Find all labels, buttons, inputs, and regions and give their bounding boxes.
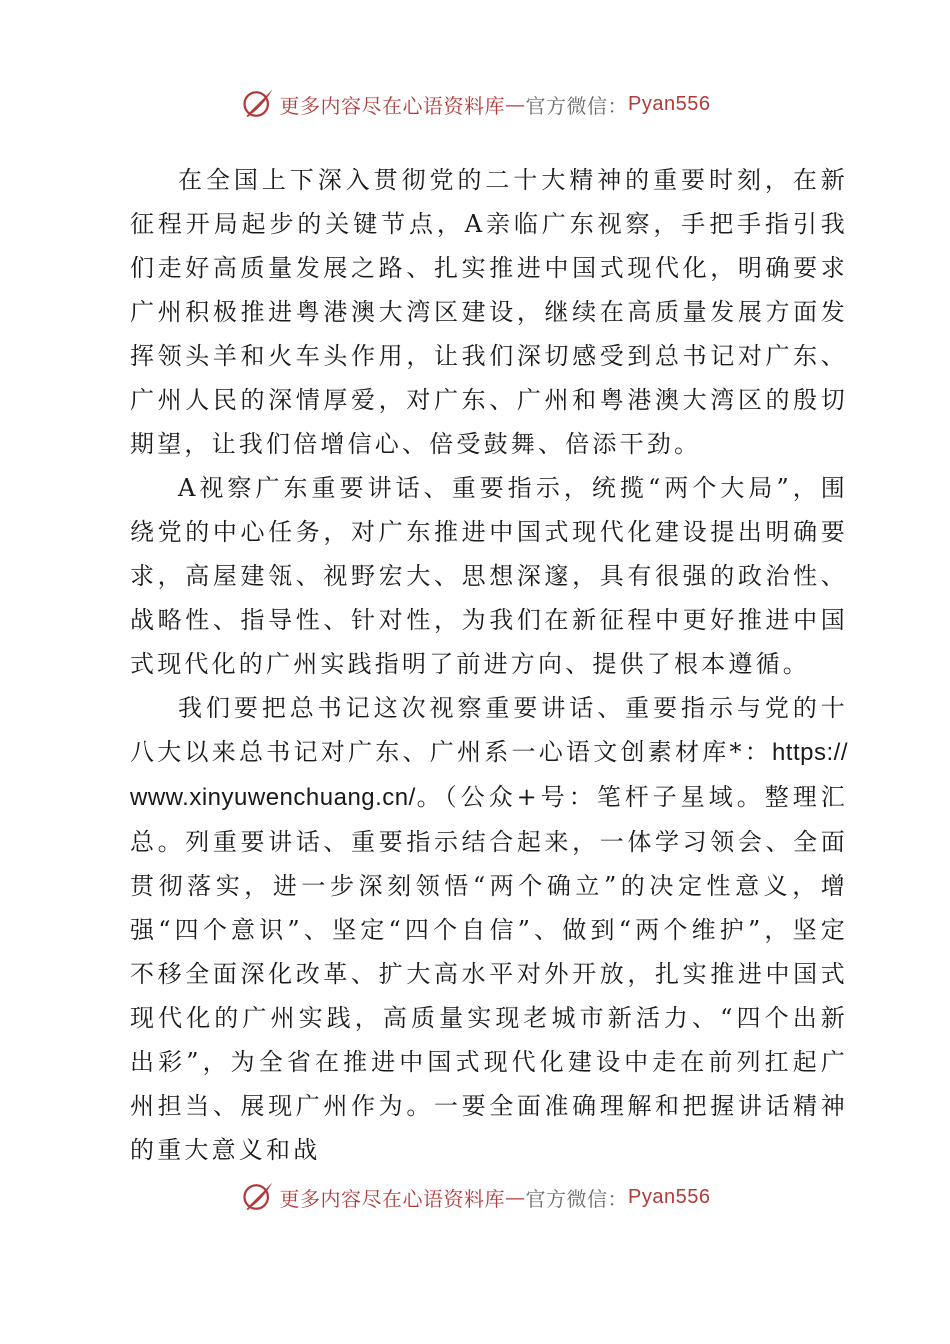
paragraph-1: 在全国上下深入贯彻党的二十大精神的重要时刻，在新征程开局起步的关键节点，A亲临广东视察，手把手指引我们走好高质量发展之路、扎实推进中国式现代化，明确要求广州积极推进粤港澳大湾区建设，继续在高质量发展方面发挥领头羊和火车头作用，让我们深切感受到总书记对广东、广州人民的深情厚爱，对广东、广州和粤港澳大湾区的殷切期望，让我们倍增信心、倍受鼓舞、倍添干劲。 [130, 166, 848, 458]
paragraph-2: A视察广东重要讲话、重要指示，统揽“两个大局”，围绕党的中心任务，对广东推进中国式现代化建设提出明确要求，高屋建瓴、视野宏大、思想深邃，具有很强的政治性、战略性、指导性、针对性，为我们在新征程中更好推进中国式现代化的广州实践指明了前进方向、提供了根本遵循。 [130, 474, 848, 678]
banner-wechat-label: 官方微信： [525, 93, 629, 118]
document-body [130, 158, 848, 1172]
paragraph-3-text-a: 我们要把总书记这次视察重要讲话、重要指示与党的十八大以来总书记对广东、广州系一心语文创素材库*： [130, 694, 848, 766]
quill-logo-icon [240, 1179, 276, 1215]
footer-banner [0, 1177, 950, 1217]
banner-wechat-id: Pyan556 [628, 92, 711, 115]
banner-dash: — [505, 92, 526, 116]
quill-logo-icon [240, 86, 276, 122]
header-banner [0, 84, 950, 124]
banner-dash: — [505, 1185, 526, 1209]
banner-wechat-id: Pyan556 [628, 1185, 711, 1208]
banner-wechat-label: 官方微信： [525, 1186, 629, 1211]
banner-library-text: 更多内容尽在心语资料库 [279, 1186, 506, 1211]
paragraph-3 [130, 686, 848, 1172]
paragraph-3-url: https://www.xinyuwenchuang.cn/ [130, 739, 848, 811]
banner-library-text: 更多内容尽在心语资料库 [279, 93, 506, 118]
paragraph-3-text-b: 。（公众+号：笔杆子星域。整理汇总。列重要讲话、重要指示结合起来，一体学习领会、全面贯彻落实，进一步深刻领悟“两个确立”的决定性意义，增强“四个意识”、坚定“四个自信”、做到“两个维护”，坚定不移全面深化改革、扩大高水平对外开放，扎实推进中国式现代化的广州实践，高质量实现老城市新活力、“四个出新出彩”，为全省在推进中国式现代化建设中走在前列扛起广州担当、展现广州作为。一要全面准确理解和把握讲话精神的重大意义和战 [130, 783, 848, 1164]
